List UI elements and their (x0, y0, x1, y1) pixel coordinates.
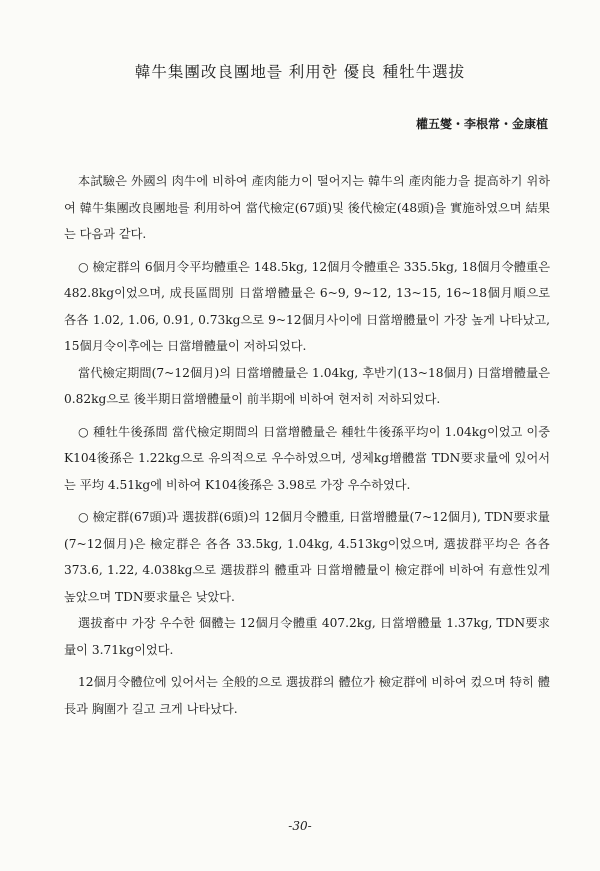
document-title: 韓牛集團改良團地를 利用한 優良 種牡牛選拔 (134, 63, 466, 81)
paragraph-gain-period: 當代檢定期間(7~12個月)의 日當增體量은 1.04kg, 후반기(13~18個月) 日當增體量은 0.82kg으로 後半期日當增體量이 前半期에 비하여 현저히 저하되었다. (64, 365, 550, 406)
paragraph-best-individual: 選拔畜中 가장 우수한 個體는 12個月令體重 407.2kg, 日當增體量 1.37kg, TDN要求量이 3.71kg이었다. (64, 616, 550, 657)
paragraph-weight-results: ○ 檢定群의 6個月令平均體重은 148.5kg, 12個月令體重은 335.5kg, 18個月令體重은 482.8kg이었으며, 成長區間別 日當增體量은 6~9, 9~12, 13~15, 16~18個月順으로 各各 1.02, 1.06, 0.91, 0.73kg으로 9~12個月사이에 日當增體量이 가장 높게 나타났고, 15個月令이후에는 日當增體量이 저하되었다. (64, 259, 550, 353)
document-body (64, 168, 550, 722)
paragraph-selection-groups: ○ 檢定群(67頭)과 選拔群(6頭)의 12個月令體重, 日當增體量(7~12個月), TDN要求量(7~12個月)은 檢定群은 各各 33.5kg, 1.04kg, 4.513kg이었으며, 選拔群平均은 各各 373.6, 1.22, 4.038kg으로 選拔群의 體重과 日當增體量이 檢定群에 비하여 有意性있게 높았으며 TDN要求量은 낮았다. (64, 510, 550, 604)
paragraph-progeny: ○ 種牡牛後孫間 當代檢定期間의 日當增體量은 種牡牛後孫平均이 1.04kg이었고 이중 K104後孫은 1.22kg으로 유의적으로 우수하였으며, 생체kg增體當 TDN要求量에 있어서는 平均 4.51kg에 비하여 K104後孫은 3.98로 가장 우수하였다. (64, 424, 550, 492)
authors-line: 權五燮・李根常・金康植 (415, 117, 548, 131)
paragraph-body-size: 12個月令體位에 있어서는 全般的으로 選拔群의 體位가 檢定群에 비하여 컸으며 特히 體長과 胸圍가 길고 크게 나타났다. (64, 675, 550, 716)
page-number: -30- (288, 819, 312, 833)
paragraph-intro: 本試驗은 外國의 肉牛에 비하여 產肉能力이 떨어지는 韓牛의 產肉能力을 提高하기 위하여 韓牛集團改良團地를 利用하여 當代檢定(67頭)및 後代檢定(48頭)을 實施하였으며 結果는 다음과 같다. (64, 174, 550, 241)
